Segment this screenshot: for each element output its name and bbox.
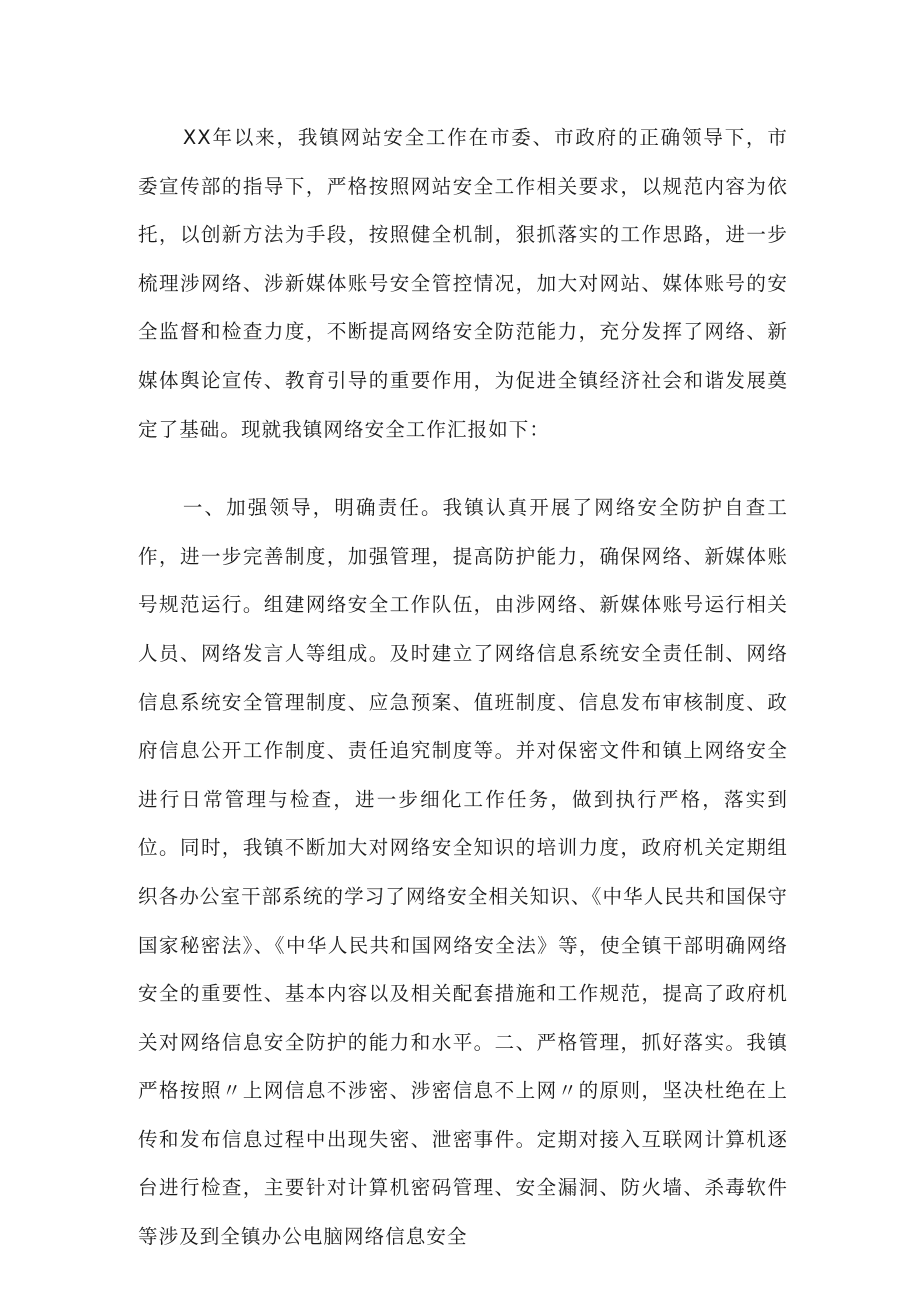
paragraph-intro: XX年以来，我镇网站安全工作在市委、市政府的正确领导下，市委宣传部的指导下，严格按照网站安全工作相关要求，以规范内容为依托，以创新方法为手段，按照健全机制，狠抓落实的工作思路，进一步梳理涉网络、涉新媒体账号安全管控情况，加大对网站、媒体账号的安全监督和检查力度，不断提高网络安全防范能力，充分发挥了网络、新媒体舆论宣传、教育引导的重要作用，为促进全镇经济社会和谐发展奠定了基础。现就我镇网络安全工作汇报如下： [138,126,788,441]
document-body [138,114,788,1262]
paragraph-section-one: 一、加强领导，明确责任。我镇认真开展了网络安全防护自查工作，进一步完善制度，加强管理，提高防护能力，确保网络、新媒体账号规范运行。组建网络安全工作队伍，由涉网络、新媒体账号运行相关人员、网络发言人等组成。及时建立了网络信息系统安全责任制、网络信息系统安全管理制度、应急预案、值班制度、信息发布审核制度、政府信息公开工作制度、责任追究制度等。并对保密文件和镇上网络安全进行日常管理与检查，进一步细化工作任务，做到执行严格，落实到位。同时，我镇不断加大对网络安全知识的培训力度，政府机关定期组织各办公室干部系统的学习了网络安全相关知识、《中华人民共和国保守国家秘密法》、《中华人民共和国网络安全法》等，使全镇干部明确网络安全的重要性、基本内容以及相关配套措施和工作规范，提高了政府机关对网络信息安全防护的能力和水平。二、严格管理，抓好落实。我镇严格按照〃上网信息不涉密、涉密信息不上网〃的原则，坚决杜绝在上传和发布信息过程中出现失密、泄密事件。定期对接入互联网计算机逐台进行检查，主要针对计算机密码管理、安全漏洞、防火墙、杀毒软件等涉及到全镇办公电脑网络信息安全 [138,496,788,1249]
